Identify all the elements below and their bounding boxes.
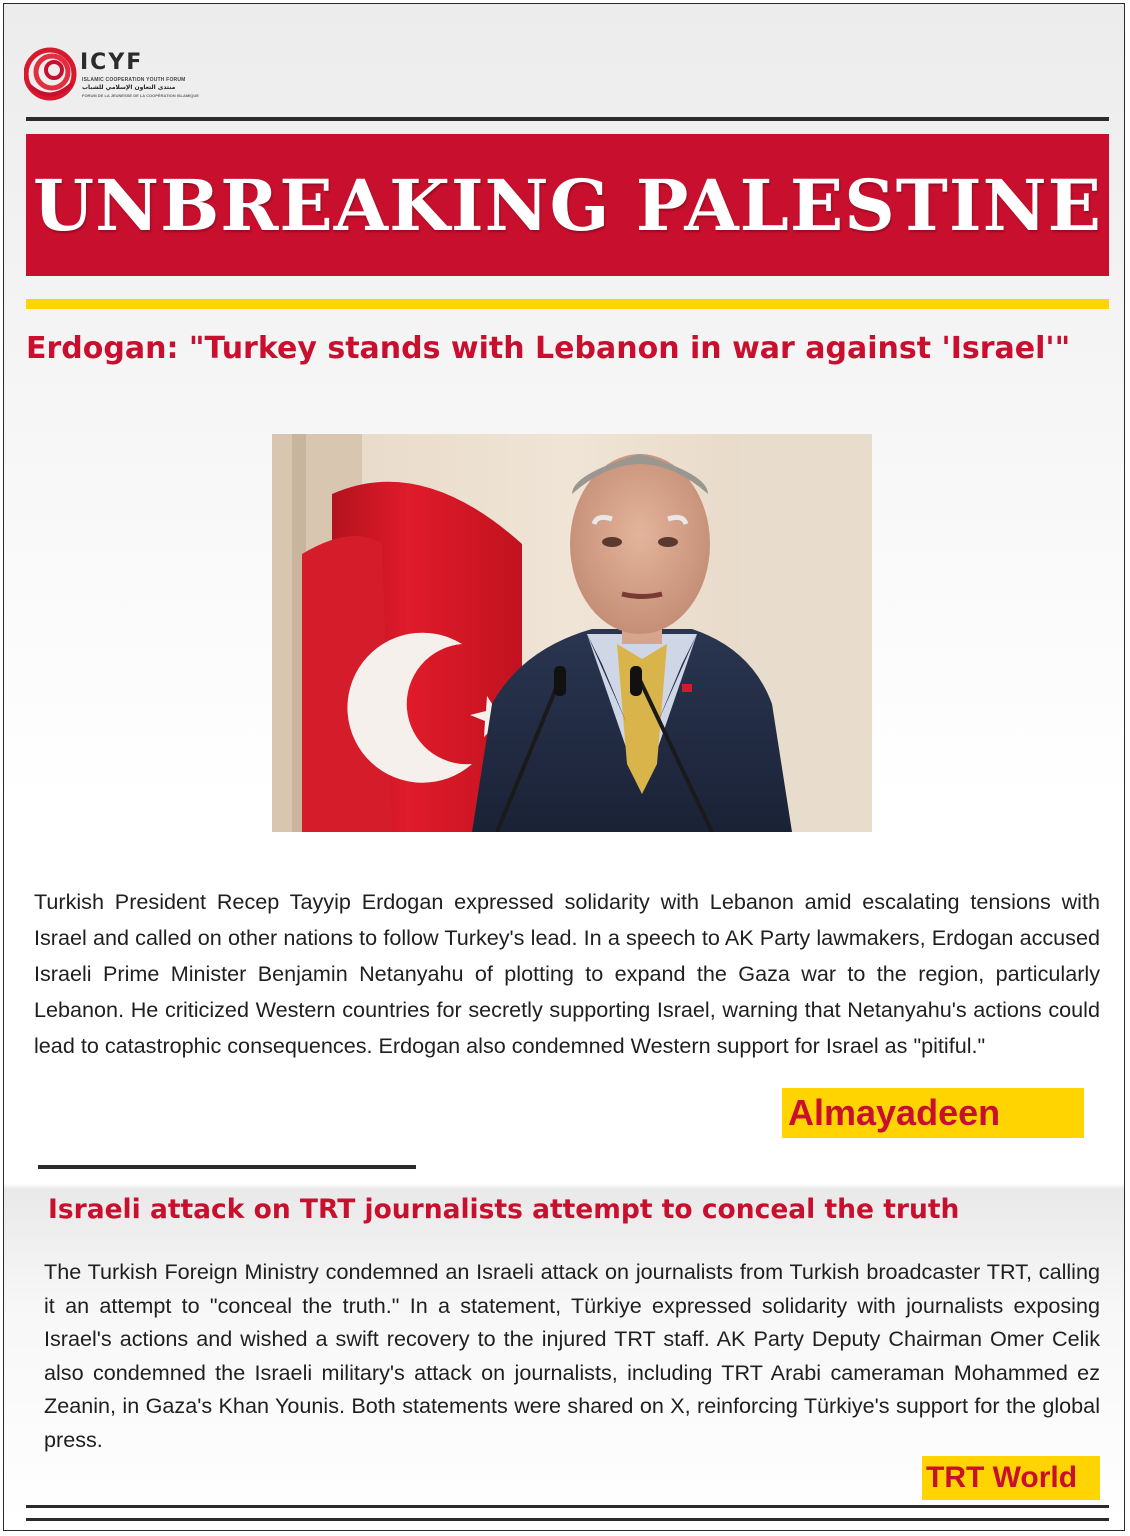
article1-source-badge: Almayadeen xyxy=(782,1088,1084,1138)
banner-title: UNBREAKING PALESTINE xyxy=(33,163,1102,247)
top-divider xyxy=(26,117,1109,121)
article1-photo xyxy=(272,434,872,832)
logo-subtitle-en: ISLAMIC COOPERATION YOUTH FORUM xyxy=(82,77,186,83)
yellow-divider xyxy=(26,299,1109,309)
erdogan-speech-photo xyxy=(272,434,872,832)
section-divider xyxy=(38,1165,416,1169)
article2-headline: Israeli attack on TRT journalists attempt to conceal the truth xyxy=(48,1194,960,1225)
bottom-divider-1 xyxy=(26,1505,1109,1508)
article2-body: The Turkish Foreign Ministry condemned an Israeli attack on journalists from Turkish broadcaster TRT, calling it an attempt to "conceal the truth." In a statement, Türkiye expressed solidarity with journalists exposing Israel's actions and wished a swift recovery to the injured TRT staff. AK Party Deputy Chairman Omer Celik also condemned the Israeli military's attack on journalists, including TRT Arabi cameraman Mohammed ez Zeanin, in Gaza's Khan Younis. Both statements were shared on X, reinforcing Türkiye's support for the global press. xyxy=(44,1259,1100,1452)
logo-emblem-icon xyxy=(24,46,78,102)
article1-headline: Erdogan: "Turkey stands with Lebanon in war against 'Israel'" xyxy=(26,331,1071,366)
logo-subtitle-ar: منتدى التعاون الإسلامي للشباب xyxy=(82,84,176,91)
title-banner xyxy=(26,134,1109,276)
logo-title: ICYF xyxy=(80,50,144,75)
article1-body: Turkish President Recep Tayyip Erdogan expressed solidarity with Lebanon amid escalating tensions with Israel and called on other nations to follow Turkey's lead. In a speech to AK Party lawmakers, Erdogan accused Israeli Prime Minister Benjamin Netanyahu of plotting to expand the Gaza war to the region, particularly Lebanon. He criticized Western countries for secretly supporting Israel, warning that Netanyahu's actions could lead to catastrophic consequences. Erdogan also condemned Western support for Israel as "pitiful." xyxy=(34,889,1100,1058)
bottom-divider-2 xyxy=(26,1518,1109,1521)
icyf-logo xyxy=(24,46,199,106)
article2-source-badge: TRT World xyxy=(922,1456,1100,1500)
logo-subtitle-small: FORUM DE LA JEUNESSE DE LA COOPÉRATION ISLAMIQUE xyxy=(82,93,199,98)
newsletter-page xyxy=(3,3,1125,1531)
